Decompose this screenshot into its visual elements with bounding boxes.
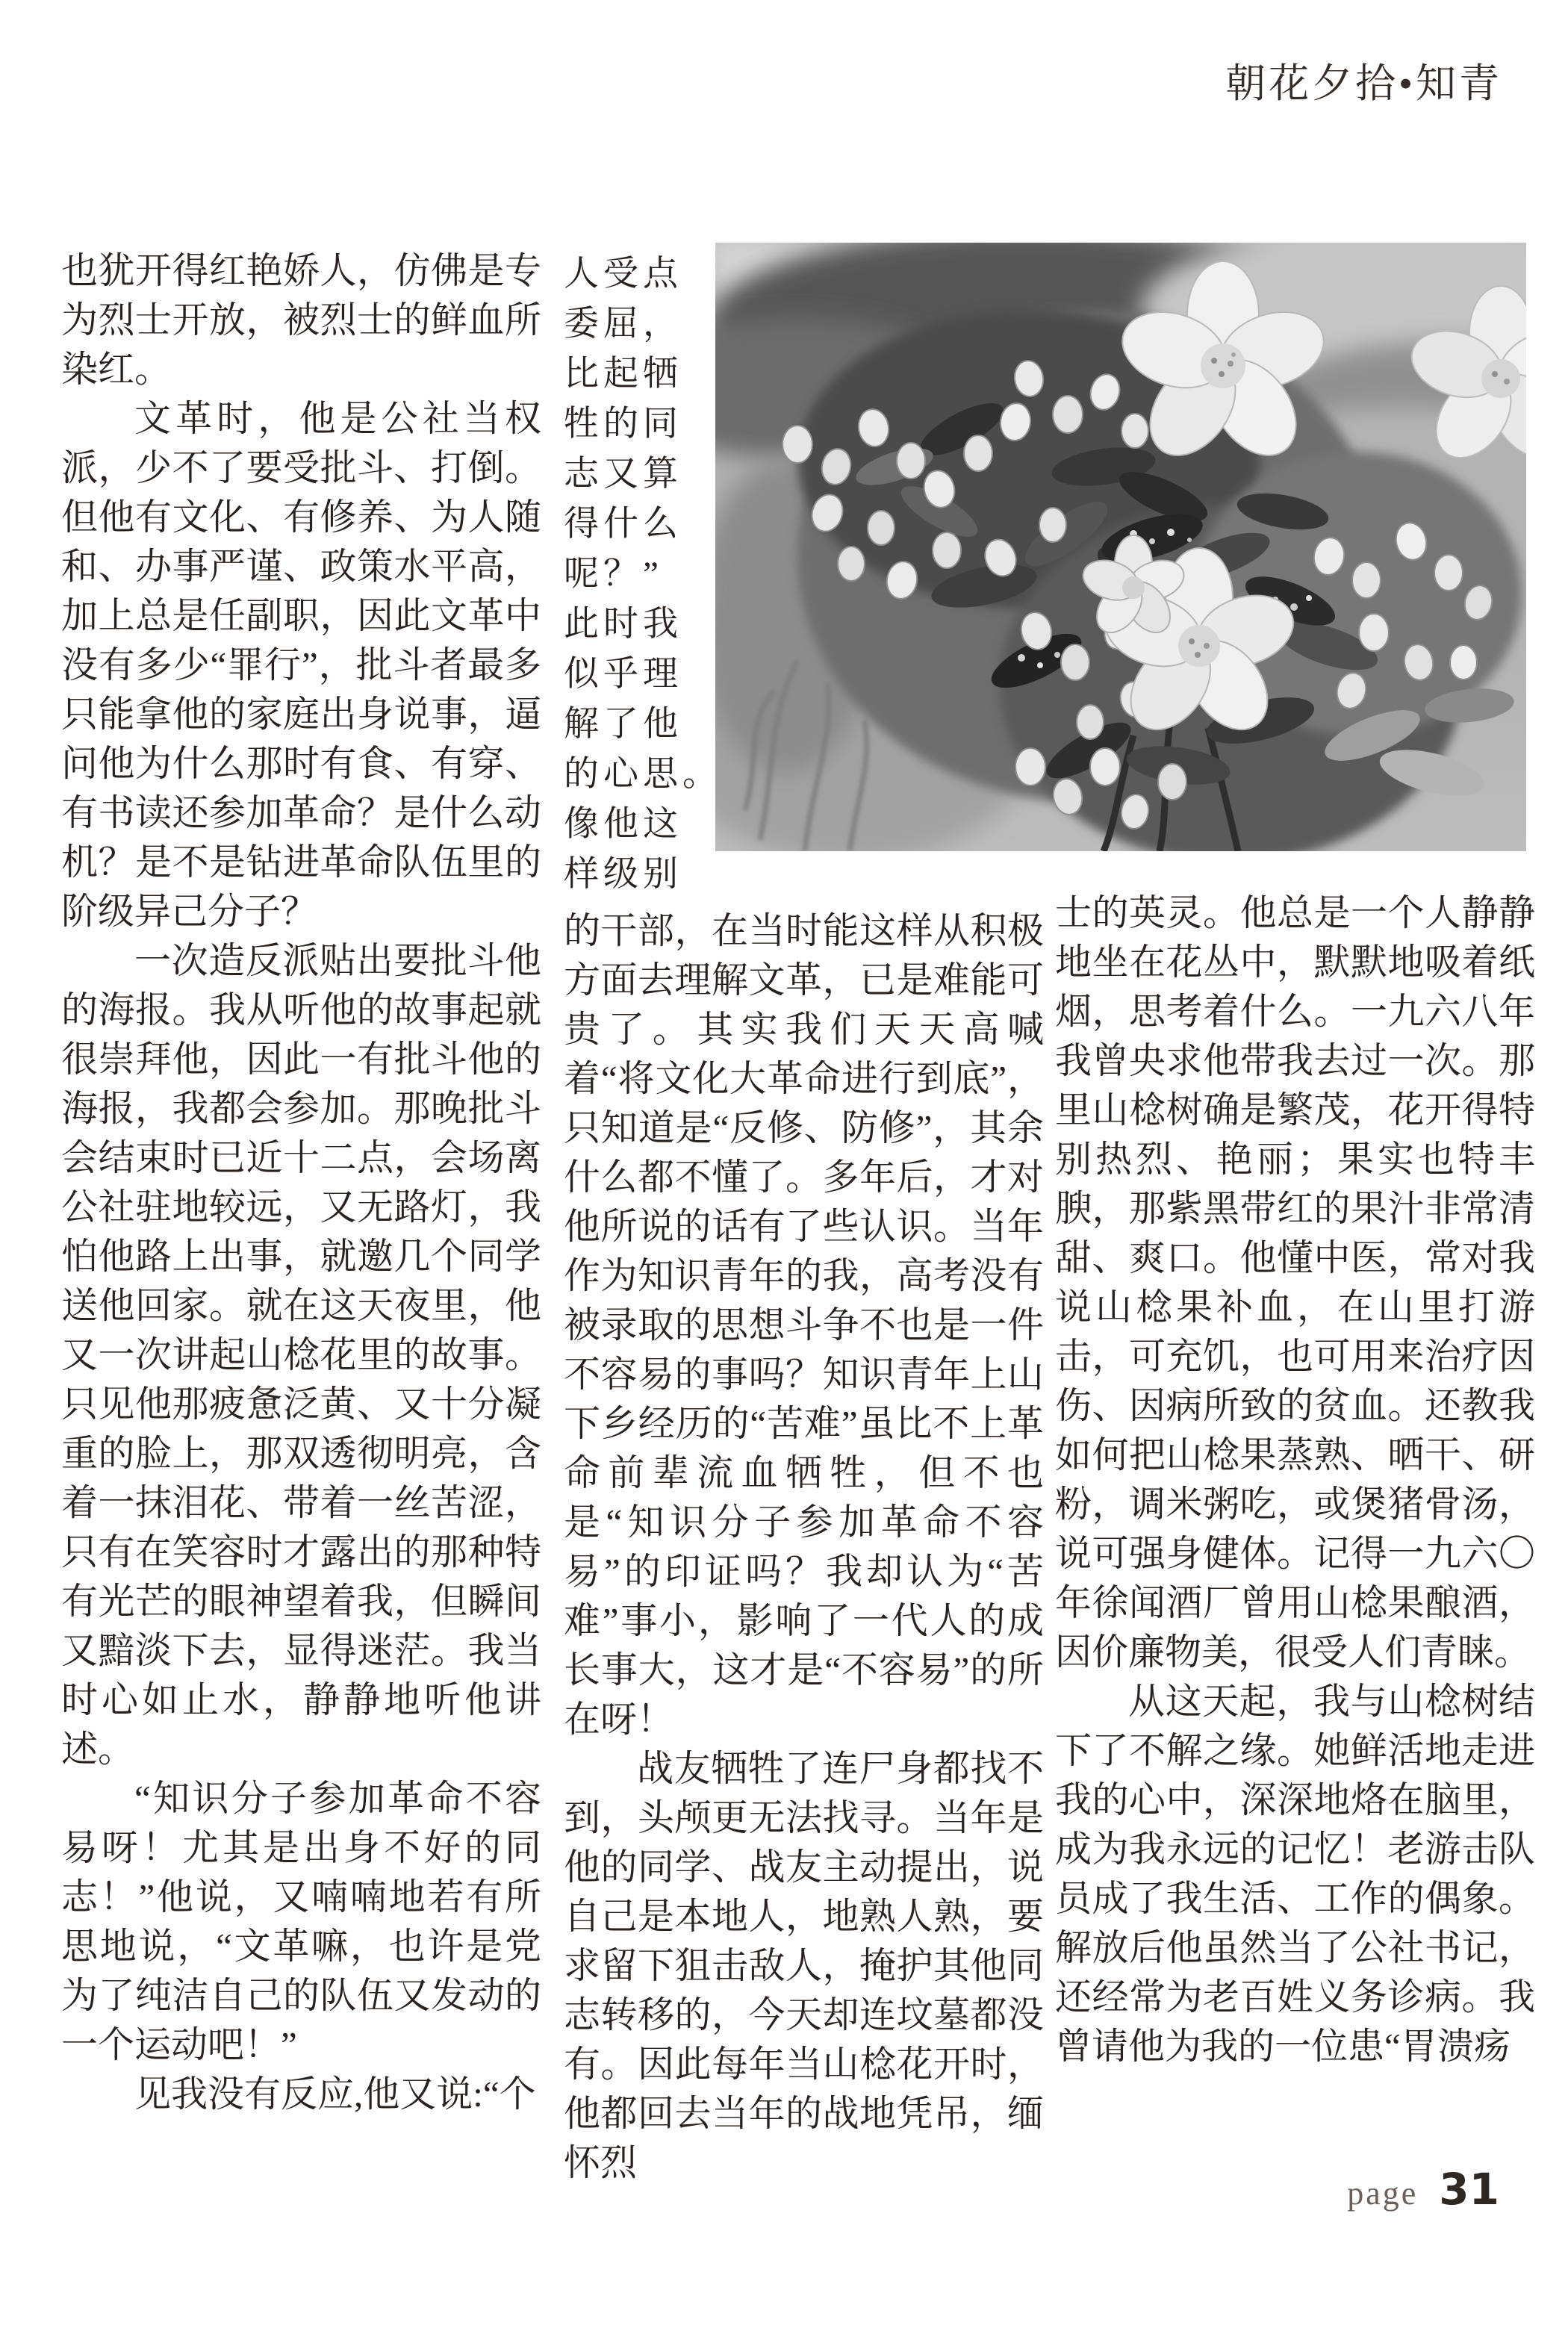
paragraph: 士的英灵。他总是一个人静静地坐在花丛中，默默地吸着纸烟，思考着什么。一九六八年我曾央求他带我去过一次。那里山棯树确是繁茂，花开得特别热烈、艳丽；果实也特丰腴，那紫黑带红的果汁非常清甜、爽口。他懂中医，常对我说山棯果补血，在山里打游击，可充饥，也可用来治疗因伤、因病所致的贫血。还教我如何把山棯果蒸熟、晒干、研粉，调米粥吃，或煲猪骨汤，说可强身健体。记得一九六〇年徐闻酒厂曾用山棯果酿酒，因价廉物美，很受人们青睐。 xyxy=(1055,892,1535,1673)
narrow-line: 的心思。 xyxy=(564,755,722,794)
paragraph: 战友牺牲了连尸身都找不到，头颅更无法找寻。当年是他的同学、战友主动提出，说自己是本地人，地熟人熟，要求留下狙击敌人，掩护其他同志转移的，今天却连坟墓都没有。因此每年当山棯花开时，他都回去当年的战地凭吊，缅怀烈 xyxy=(564,1748,1044,2183)
narrow-line: 此时我 xyxy=(564,605,682,644)
paragraph: 一次造反派贴出要批斗他的海报。我从听他的故事起就很崇拜他，因此一有批斗他的海报，我都会参加。那晚批斗会结束时已近十二点，会场离公社驻地较远，又无路灯，我怕他路上出事，就邀几个同学送他回家。就在这天夜里，他又一次讲起山棯花里的故事。只见他那疲惫泛黄、又十分凝重的脸上，那双透彻明亮，含着一抹泪花、带着一丝苦涩，只有在笑容时才露出的那种特有光芒的眼神望着我，但瞬间又黯淡下去，显得迷茫。我当时心如止水，静静地听他讲述。 xyxy=(61,940,541,1770)
column-2 xyxy=(564,906,1044,2188)
narrow-line: 牲的同 xyxy=(564,405,682,444)
paragraph: 文革时，他是公社当权派，少不了要受批斗、打倒。但他有文化、有修养、为人随和、办事严谨、政策水平高，加上总是任副职，因此文革中没有多少“罪行”，批斗者最多只能拿他的家庭出身说事，逼问他为什么那时有食、有穿、有书读还参加革命？是什么动机？是不是钻进革命队伍里的阶级异己分子？ xyxy=(61,398,541,932)
section-header-text: 朝花夕拾•知青 xyxy=(1225,61,1502,106)
page-footer xyxy=(1347,2164,1499,2215)
column-3 xyxy=(1055,889,1535,2071)
flower-photo xyxy=(715,243,1526,851)
narrow-line: 似乎理 xyxy=(564,655,682,694)
narrow-line: 人受点 xyxy=(564,255,682,293)
section-header xyxy=(1225,61,1502,106)
column-2-narrow xyxy=(564,249,722,900)
paragraph: 从这天起，我与山棯树结下了不解之缘。她鲜活地走进我的心中，深深地烙在脑里，成为我永远的记忆！老游击队员成了我生活、工作的偶象。解放后他虽然当了公社书记，还经常为老百姓义务诊病。我曾请他为我的一位患“胃溃疡 xyxy=(1055,1681,1535,2067)
column-1 xyxy=(61,246,541,2119)
paragraph: 见我没有反应,他又说:“个 xyxy=(134,2073,536,2115)
narrow-line: 得什么 xyxy=(564,505,682,544)
narrow-line: 像他这 xyxy=(564,805,682,844)
narrow-line: 委屈， xyxy=(564,305,682,343)
page-number: 31 xyxy=(1439,2164,1499,2215)
narrow-line: 解了他 xyxy=(564,705,682,744)
page-label: page xyxy=(1347,2175,1419,2212)
narrow-line: 比起牺 xyxy=(564,355,682,393)
narrow-line: 志又算 xyxy=(564,455,682,494)
paragraph: 也犹开得红艳娇人，仿佛是专为烈士开放，被烈士的鲜血所染红。 xyxy=(61,250,541,390)
narrow-line: 样级别 xyxy=(564,855,682,894)
paragraph: 的干部，在当时能这样从积极方面去理解文革，已是难能可贵了。其实我们天天高喊着“将文化大革命进行到底”，只知道是“反修、防修”，其余什么都不懂了。多年后，才对他所说的话有了些认识。当年作为知识青年的我，高考没有被录取的思想斗争不也是一件不容易的事吗？知识青年上山下乡经历的“苦难”虽比不上革命前辈流血牺牲，但不也是“知识分子参加革命不容易”的印证吗？我却认为“苦难”事小，影响了一代人的成长事大，这才是“不容易”的所在呀！ xyxy=(564,910,1044,1740)
paragraph: “知识分子参加革命不容易呀！尤其是出身不好的同志！”他说，又喃喃地若有所思地说，“文革嘛，也许是党为了纯洁自己的队伍又发动的一个运动吧！” xyxy=(61,1778,541,2065)
narrow-line: 呢？” xyxy=(564,555,663,594)
